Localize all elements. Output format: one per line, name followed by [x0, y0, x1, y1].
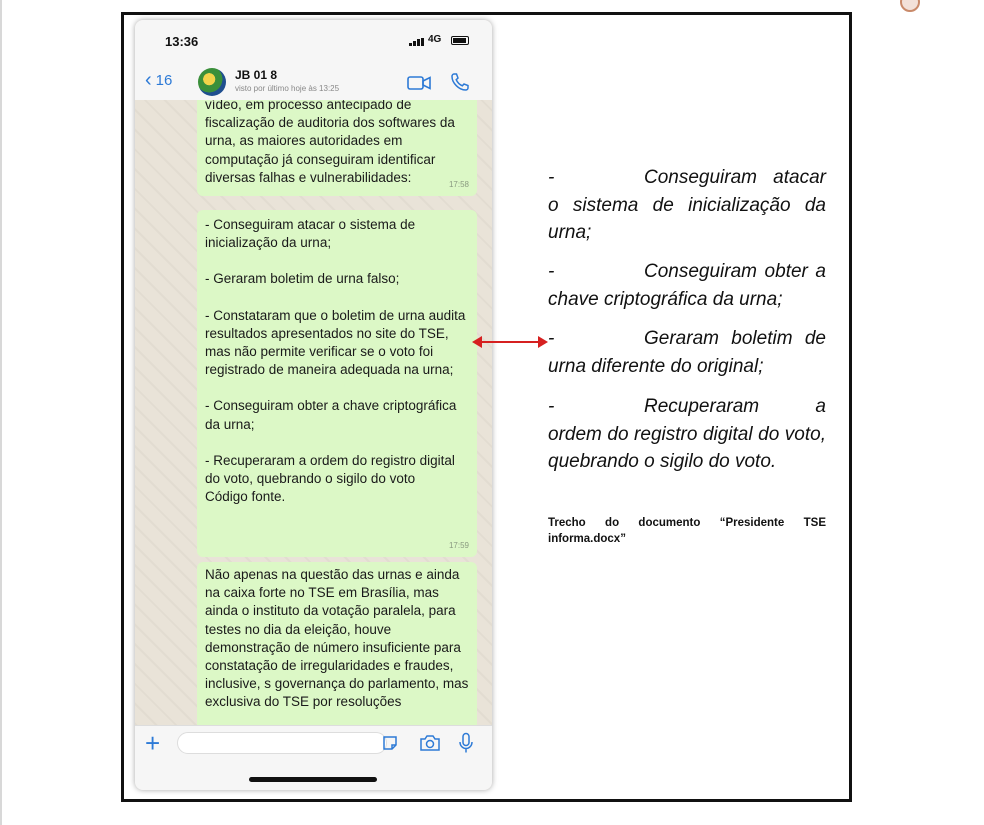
message-line: Código fonte. [205, 489, 286, 505]
status-bar [135, 20, 492, 64]
message-bubble [197, 210, 477, 557]
microphone-icon[interactable] [458, 732, 474, 754]
chat-area[interactable] [135, 100, 492, 725]
quote-text: Conseguiram obter a chave criptográfica da urna; [548, 261, 826, 310]
chevron-left-icon: ‹ [145, 69, 152, 91]
signal-icon [409, 38, 425, 46]
video-call-icon[interactable] [407, 76, 431, 90]
message-bubble [197, 562, 477, 725]
quote-dash: - [548, 167, 555, 188]
message-line: - Conseguiram obter a chave criptográfica da urna; [205, 398, 457, 432]
message-text: vídeo, em processo antecipado de fiscalização de auditoria dos softwares da urna, as maiores autoridades em computação já conseguiram identificar diversas falhas e vulnerabilidades: [205, 100, 455, 185]
status-time: 13:36 [165, 34, 199, 49]
quote-item [548, 258, 826, 313]
quote-text: Geraram boletim de urna diferente do original; [548, 328, 826, 377]
message-bubble [197, 100, 477, 196]
double-arrow-icon [470, 333, 550, 351]
caption: Trecho do documento “Presidente TSE informa.docx” [548, 517, 826, 545]
quote-text: Conseguiram atacar o sistema de inicialização da urna; [548, 167, 826, 243]
contact-info[interactable] [235, 68, 339, 93]
quote-text: Recuperaram a ordem do registro digital do voto, quebrando o sigilo do voto. [548, 396, 826, 472]
corner-logo [900, 0, 920, 12]
network-label: 4G [428, 34, 442, 45]
quote-item [548, 164, 826, 247]
message-text: Não apenas na questão das urnas e ainda na caixa forte no TSE em Brasília, mas ainda o instituto da votação paralela, para testes no dia da eleição, houve demonstração de número insuficiente para constatação de irregularidades e fraudes, inclusive, s governança do parlamento, mas exclusiva do TSE por resoluções [205, 567, 469, 710]
quote-item [548, 325, 826, 380]
message-input[interactable] [177, 732, 387, 754]
phone-screenshot [135, 20, 492, 790]
page-left-rule [0, 0, 2, 825]
message-line: - Constataram que o boletim de urna audita resultados apresentados no site do TSE, mas não permite verificar se o voto foi registrado de maneira adequada na urna; [205, 307, 466, 378]
unread-count: 16 [155, 71, 173, 89]
message-line: - Geraram boletim de urna falso; [205, 271, 400, 287]
back-button[interactable] [145, 70, 172, 90]
phone-call-icon[interactable] [450, 72, 470, 92]
chat-header [135, 64, 492, 101]
home-indicator [249, 777, 377, 782]
message-line: - Conseguiram atacar o sistema de inicialização da urna; [205, 217, 416, 251]
message-line: - Recuperaram a ordem do registro digital do voto, quebrando o sigilo do voto [205, 452, 455, 487]
sticker-icon[interactable] [381, 734, 399, 752]
message-time: 17:58 [448, 179, 469, 189]
contact-avatar[interactable] [198, 68, 226, 96]
message-time: 17:59 [448, 540, 469, 550]
plus-icon[interactable]: + [145, 728, 161, 758]
quote-dash: - [548, 261, 555, 282]
quote-dash: - [548, 328, 555, 349]
last-seen: visto por último hoje às 13:25 [235, 84, 340, 93]
contact-name: JB 01 8 [235, 68, 278, 82]
battery-icon [451, 36, 469, 45]
quote-dash: - [548, 396, 555, 417]
input-bar [135, 725, 492, 790]
quote-item [548, 393, 826, 476]
camera-icon[interactable] [419, 734, 441, 752]
